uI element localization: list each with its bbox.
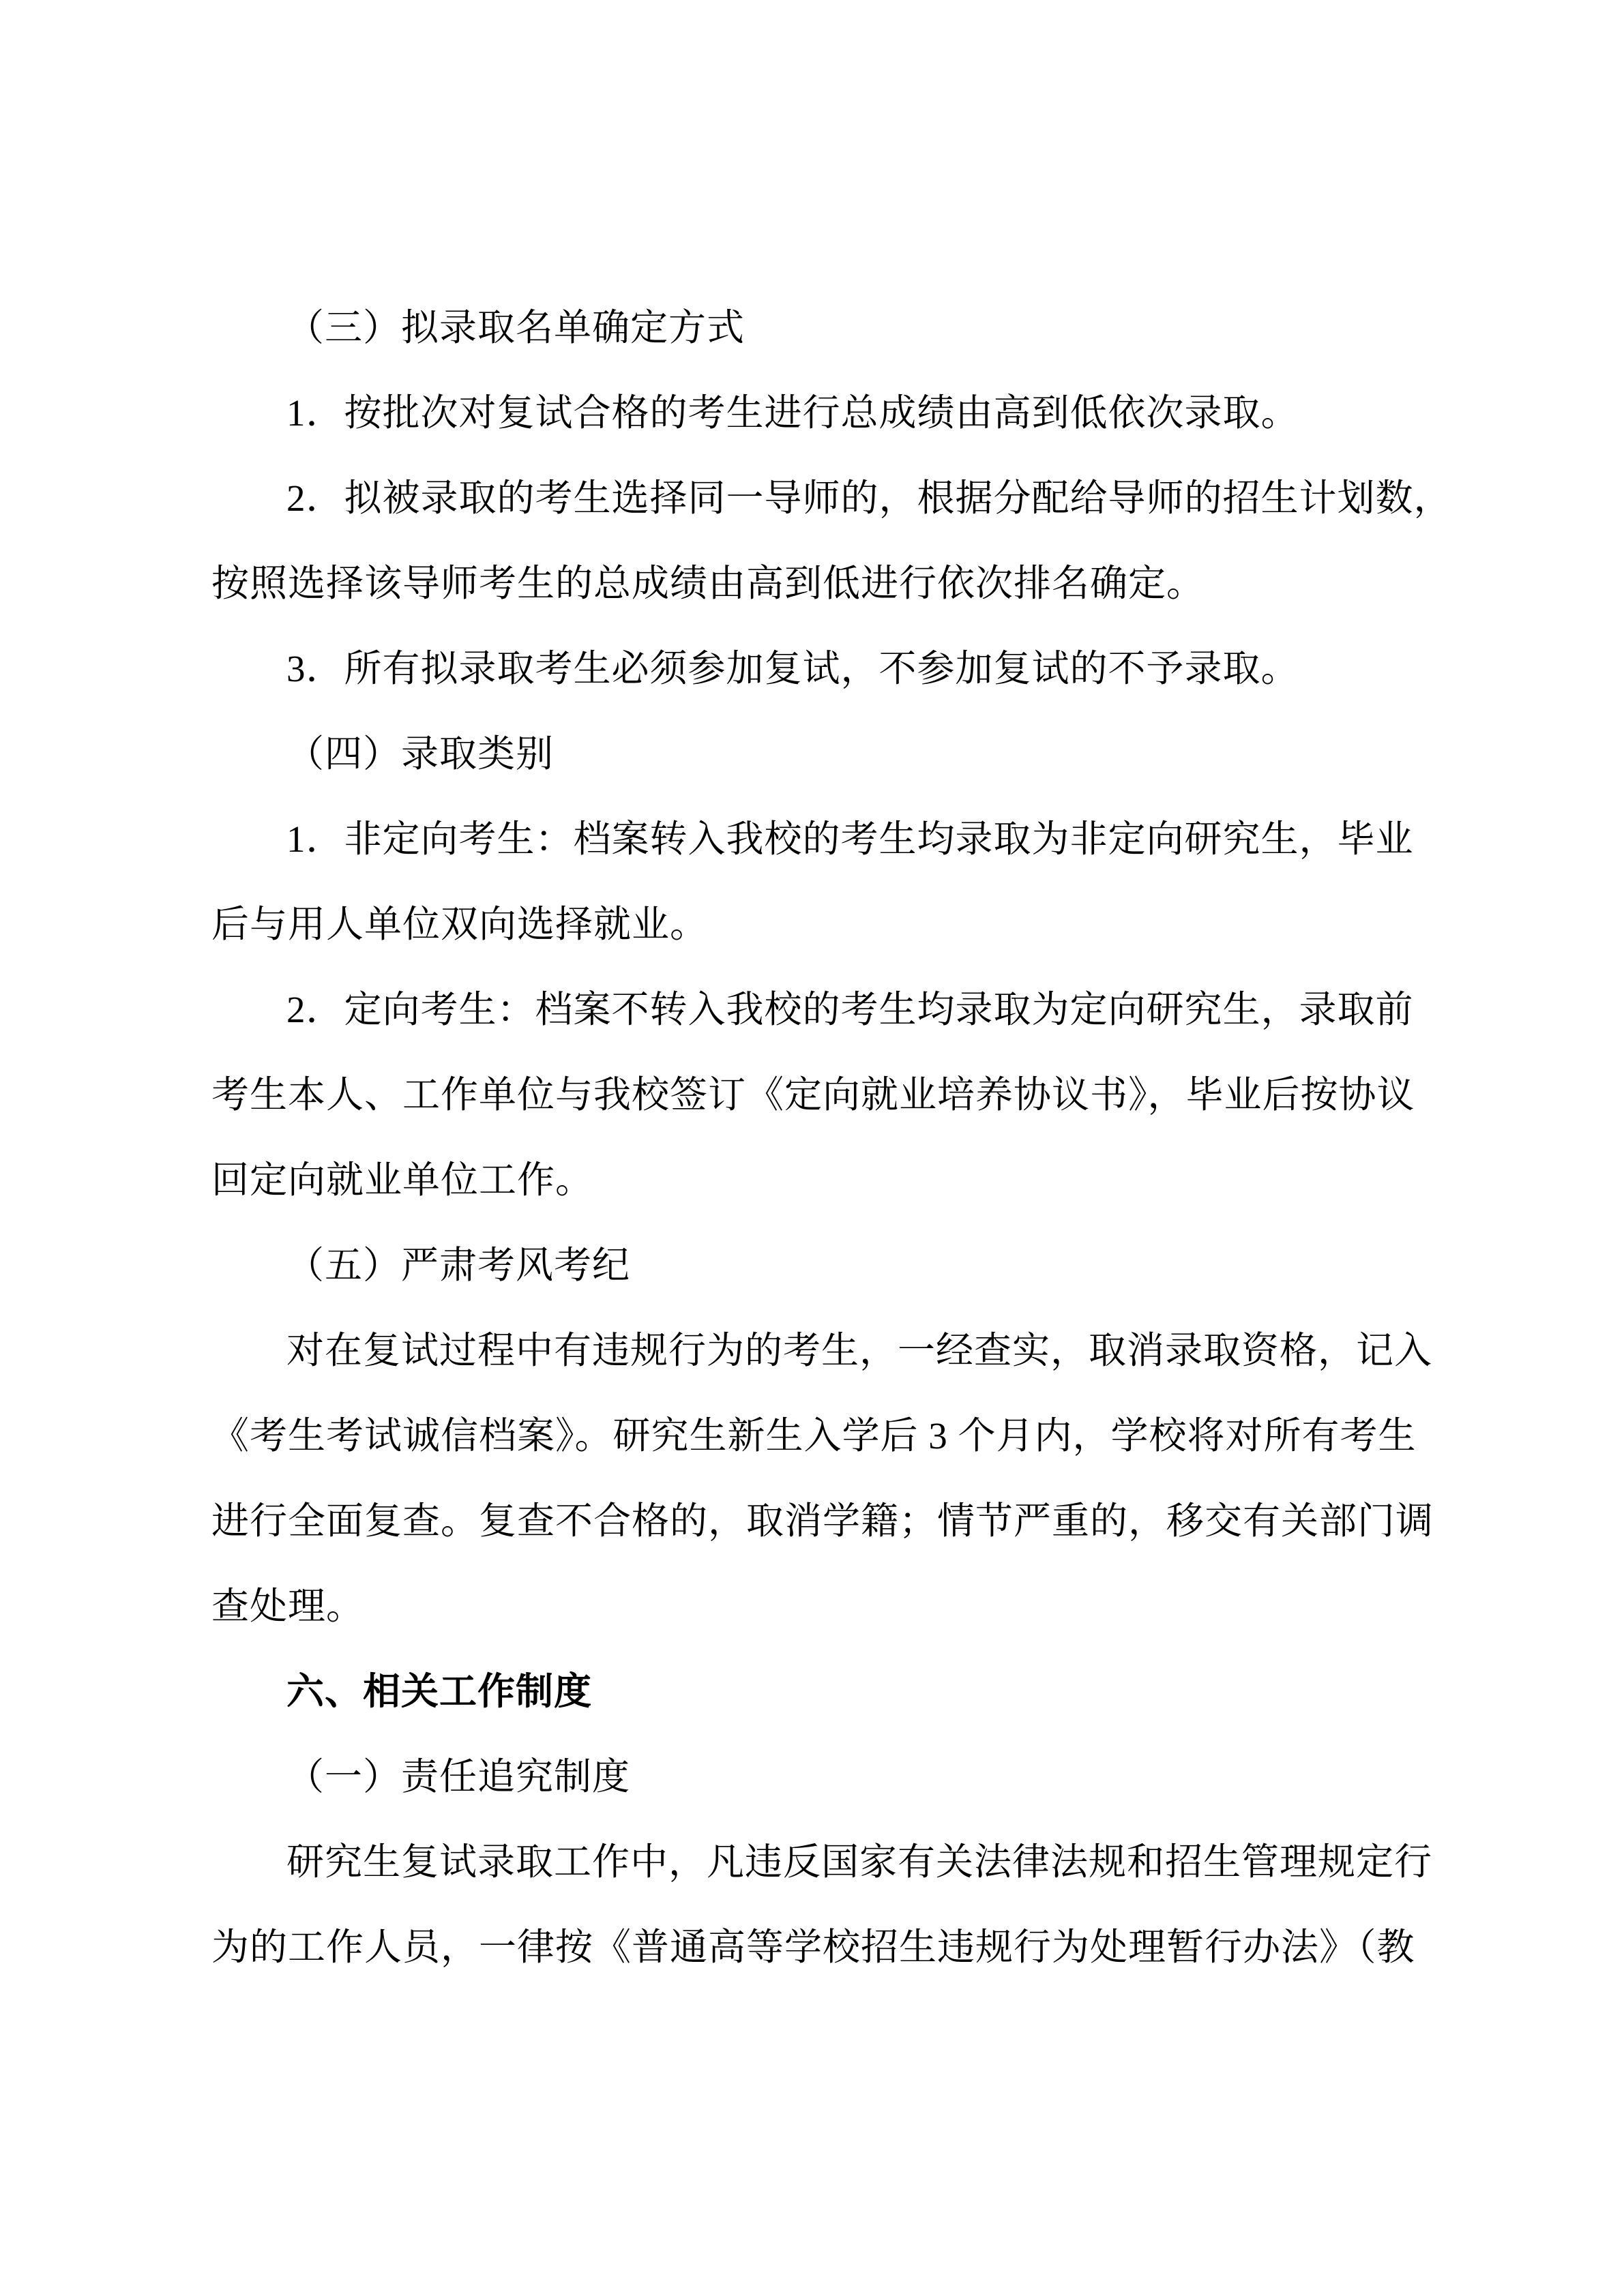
body-text-line: 研究生复试录取工作中，凡违反国家有关法律法规和招生管理规定行 <box>286 1841 1433 1883</box>
sub-heading-line: （四）录取类别 <box>286 733 555 775</box>
section-heading-line: 六、相关工作制度 <box>286 1670 593 1712</box>
body-text-line: 进行全面复查。复查不合格的，取消学籍；情节严重的，移交有关部门调 <box>211 1500 1434 1542</box>
sub-heading-line: （五）严肃考风考纪 <box>286 1244 631 1286</box>
body-text-line: 对在复试过程中有违规行为的考生，一经查实，取消录取资格，记入 <box>286 1330 1433 1371</box>
body-text-line: 《考生考试诚信档案》。研究生新生入学后 3 个月内，学校将对所有考生 <box>211 1415 1417 1457</box>
body-text-line: 为的工作人员，一律按《普通高等学校招生违规行为处理暂行办法》（教 <box>211 1926 1415 1968</box>
body-text-line: 考生本人、工作单位与我校签订《定向就业培养协议书》，毕业后按协议 <box>211 1074 1415 1116</box>
body-text-line: 1．按批次对复试合格的考生进行总成绩由高到低依次录取。 <box>286 392 1299 434</box>
sub-heading-line: （三）拟录取名单确定方式 <box>286 307 745 348</box>
body-text-line: 后与用人单位双向选择就业。 <box>211 904 709 945</box>
body-text-line: 按照选择该导师考生的总成绩由高到低进行依次排名确定。 <box>211 563 1205 604</box>
body-text-line: 查处理。 <box>211 1585 365 1627</box>
body-text-line: 3．所有拟录取考生必须参加复试，不参加复试的不予录取。 <box>286 648 1299 689</box>
document-content <box>211 285 1452 1990</box>
sub-heading-line: （一）责任追究制度 <box>286 1756 631 1798</box>
body-text-line: 回定向就业单位工作。 <box>211 1159 594 1201</box>
body-text-line: 1．非定向考生：档案转入我校的考生均录取为非定向研究生，毕业 <box>286 818 1414 860</box>
body-text-line: 2．定向考生：档案不转入我校的考生均录取为定向研究生，录取前 <box>286 989 1414 1030</box>
body-text-line: 2．拟被录取的考生选择同一导师的，根据分配给导师的招生计划数， <box>286 477 1452 519</box>
